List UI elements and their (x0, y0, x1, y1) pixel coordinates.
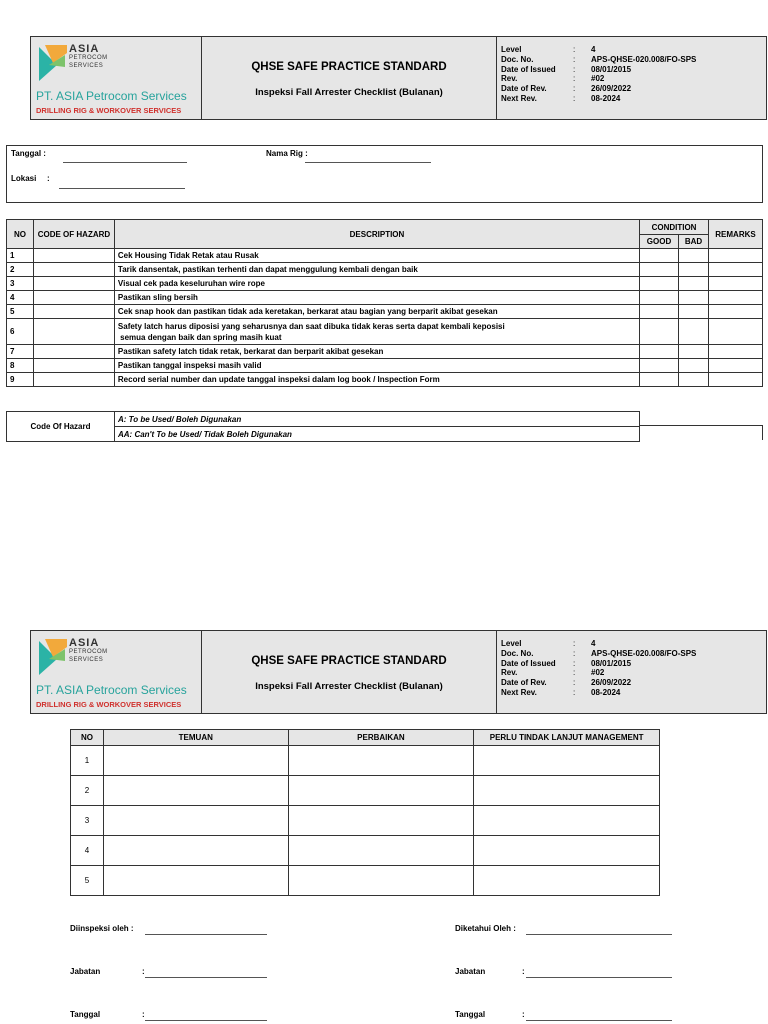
meta-row: Date of Issued : 08/01/2015 (501, 64, 632, 74)
table-row: 1 Cek Housing Tidak Retak atau Rusak (7, 249, 763, 263)
col-temuan: TEMUAN (103, 730, 288, 746)
tanggal-label-left: Tanggal (70, 1010, 101, 1019)
company-logo-icon (37, 43, 69, 83)
company-name: PT. ASIA Petrocom Services (36, 89, 187, 103)
tanggal-field[interactable] (63, 162, 187, 163)
findings-table (70, 729, 660, 896)
diinspeksi-field[interactable] (145, 934, 267, 935)
logo-text: ASIA (69, 43, 100, 55)
lokasi-field[interactable] (59, 188, 185, 189)
logo-text: ASIA (69, 637, 100, 649)
document-subtitle: Inspeksi Fall Arrester Checklist (Bulanan) (255, 87, 443, 98)
col-management: PERLU TINDAK LANJUT MANAGEMENT (474, 730, 660, 746)
meta-row: Doc. No. : APS-QHSE-020.008/FO-SPS (501, 648, 697, 658)
nama-rig-field[interactable] (305, 162, 431, 163)
document-title: QHSE SAFE PRACTICE STANDARD (251, 655, 447, 667)
company-logo-block (31, 37, 202, 119)
col-code-of-hazard: CODE OF HAZARD (33, 220, 114, 249)
diinspeksi-label: Diinspeksi oleh : (70, 924, 134, 933)
legend-divider (640, 425, 762, 426)
tanggal-label-right: Tanggal (455, 1010, 486, 1019)
table-row: 2 Tarik dansentak, pastikan terhenti dan dapat menggulung kembali dengan baik (7, 263, 763, 277)
col-good: GOOD (640, 235, 679, 249)
meta-row: Date of Rev. : 26/09/2022 (501, 678, 632, 688)
nama-rig-label: Nama Rig : (266, 149, 308, 158)
meta-row: Date of Issued : 08/01/2015 (501, 658, 632, 668)
diketahui-label: Diketahui Oleh : (455, 924, 516, 933)
table-row: 1 (71, 746, 660, 776)
col-no: NO (7, 220, 34, 249)
title-block (202, 631, 497, 713)
jabatan-field-left[interactable] (145, 977, 267, 978)
table-row: 5 Cek snap hook dan pastikan tidak ada keretakan, berkarat atau bagian yang berparit akibat gesekan (7, 305, 763, 319)
company-logo-block (31, 631, 202, 713)
col-perbaikan: PERBAIKAN (288, 730, 474, 746)
table-row: 9 Record serial number dan update tanggal inspeksi dalam log book / Inspection Form (7, 373, 763, 387)
meta-row: Rev. : #02 (501, 74, 605, 84)
meta-row: Doc. No. : APS-QHSE-020.008/FO-SPS (501, 54, 697, 64)
diketahui-field[interactable] (526, 934, 672, 935)
table-row: 7 Pastikan safety latch tidak retak, berkarat dan berparit akibat gesekan (7, 345, 763, 359)
tanggal-field-right[interactable] (526, 1020, 672, 1021)
table-row: 3 Visual cek pada keseluruhan wire rope (7, 277, 763, 291)
logo-subtext: PETROCOM SERVICES (69, 55, 108, 69)
lokasi-label: Lokasi (11, 174, 37, 183)
code-of-hazard-label: Code Of Hazard (7, 412, 115, 442)
document-meta (497, 37, 766, 119)
table-row: 8 Pastikan tanggal inspeksi masih valid (7, 359, 763, 373)
code-of-hazard-legend (6, 411, 640, 442)
document-subtitle: Inspeksi Fall Arrester Checklist (Bulanan) (255, 681, 443, 692)
table-row: 4 (71, 836, 660, 866)
hazard-aa: AA: Can't To be Used/ Tidak Boleh Digunakan (115, 427, 640, 442)
meta-row: Level : 4 (501, 45, 596, 54)
hazard-a: A: To be Used/ Boleh Digunakan (115, 412, 640, 427)
table-row: 3 (71, 806, 660, 836)
meta-row: Date of Rev. : 26/09/2022 (501, 84, 632, 94)
jabatan-label-right: Jabatan (455, 967, 486, 976)
info-box (6, 145, 763, 203)
document-header-page2 (30, 630, 767, 714)
document-title: QHSE SAFE PRACTICE STANDARD (251, 61, 447, 73)
table-row: 2 (71, 776, 660, 806)
company-tagline: DRILLING RIG & WORKOVER SERVICES (36, 700, 182, 709)
col-remarks: REMARKS (709, 220, 763, 249)
company-name: PT. ASIA Petrocom Services (36, 683, 187, 697)
col-description: DESCRIPTION (114, 220, 639, 249)
col-bad: BAD (679, 235, 709, 249)
meta-row: Rev. : #02 (501, 668, 605, 678)
col-condition: CONDITION (640, 220, 709, 235)
document-meta (497, 631, 766, 713)
tanggal-field-left[interactable] (145, 1020, 267, 1021)
logo-subtext: PETROCOM SERVICES (69, 649, 108, 663)
table-row: 5 (71, 866, 660, 896)
tanggal-label: Tanggal : (11, 149, 46, 158)
company-tagline: DRILLING RIG & WORKOVER SERVICES (36, 106, 182, 115)
meta-row: Next Rev. : 08-2024 (501, 93, 621, 103)
meta-row: Level : 4 (501, 639, 596, 648)
title-block (202, 37, 497, 119)
meta-row: Next Rev. : 08-2024 (501, 687, 621, 697)
table-row: 4 Pastikan sling bersih (7, 291, 763, 305)
legend-divider-right (762, 425, 763, 440)
lokasi-colon: : (47, 174, 50, 183)
jabatan-field-right[interactable] (526, 977, 672, 978)
jabatan-label-left: Jabatan (70, 967, 101, 976)
col-no: NO (71, 730, 104, 746)
table-row: 6 Safety latch harus diposisi yang seharusnya dan saat dibuka tidak keras serta dapat kembali keposisi semua dengan baik dan spring masih kuat (7, 319, 763, 345)
company-logo-icon (37, 637, 69, 677)
document-header (30, 36, 767, 120)
checklist-table (6, 219, 763, 387)
